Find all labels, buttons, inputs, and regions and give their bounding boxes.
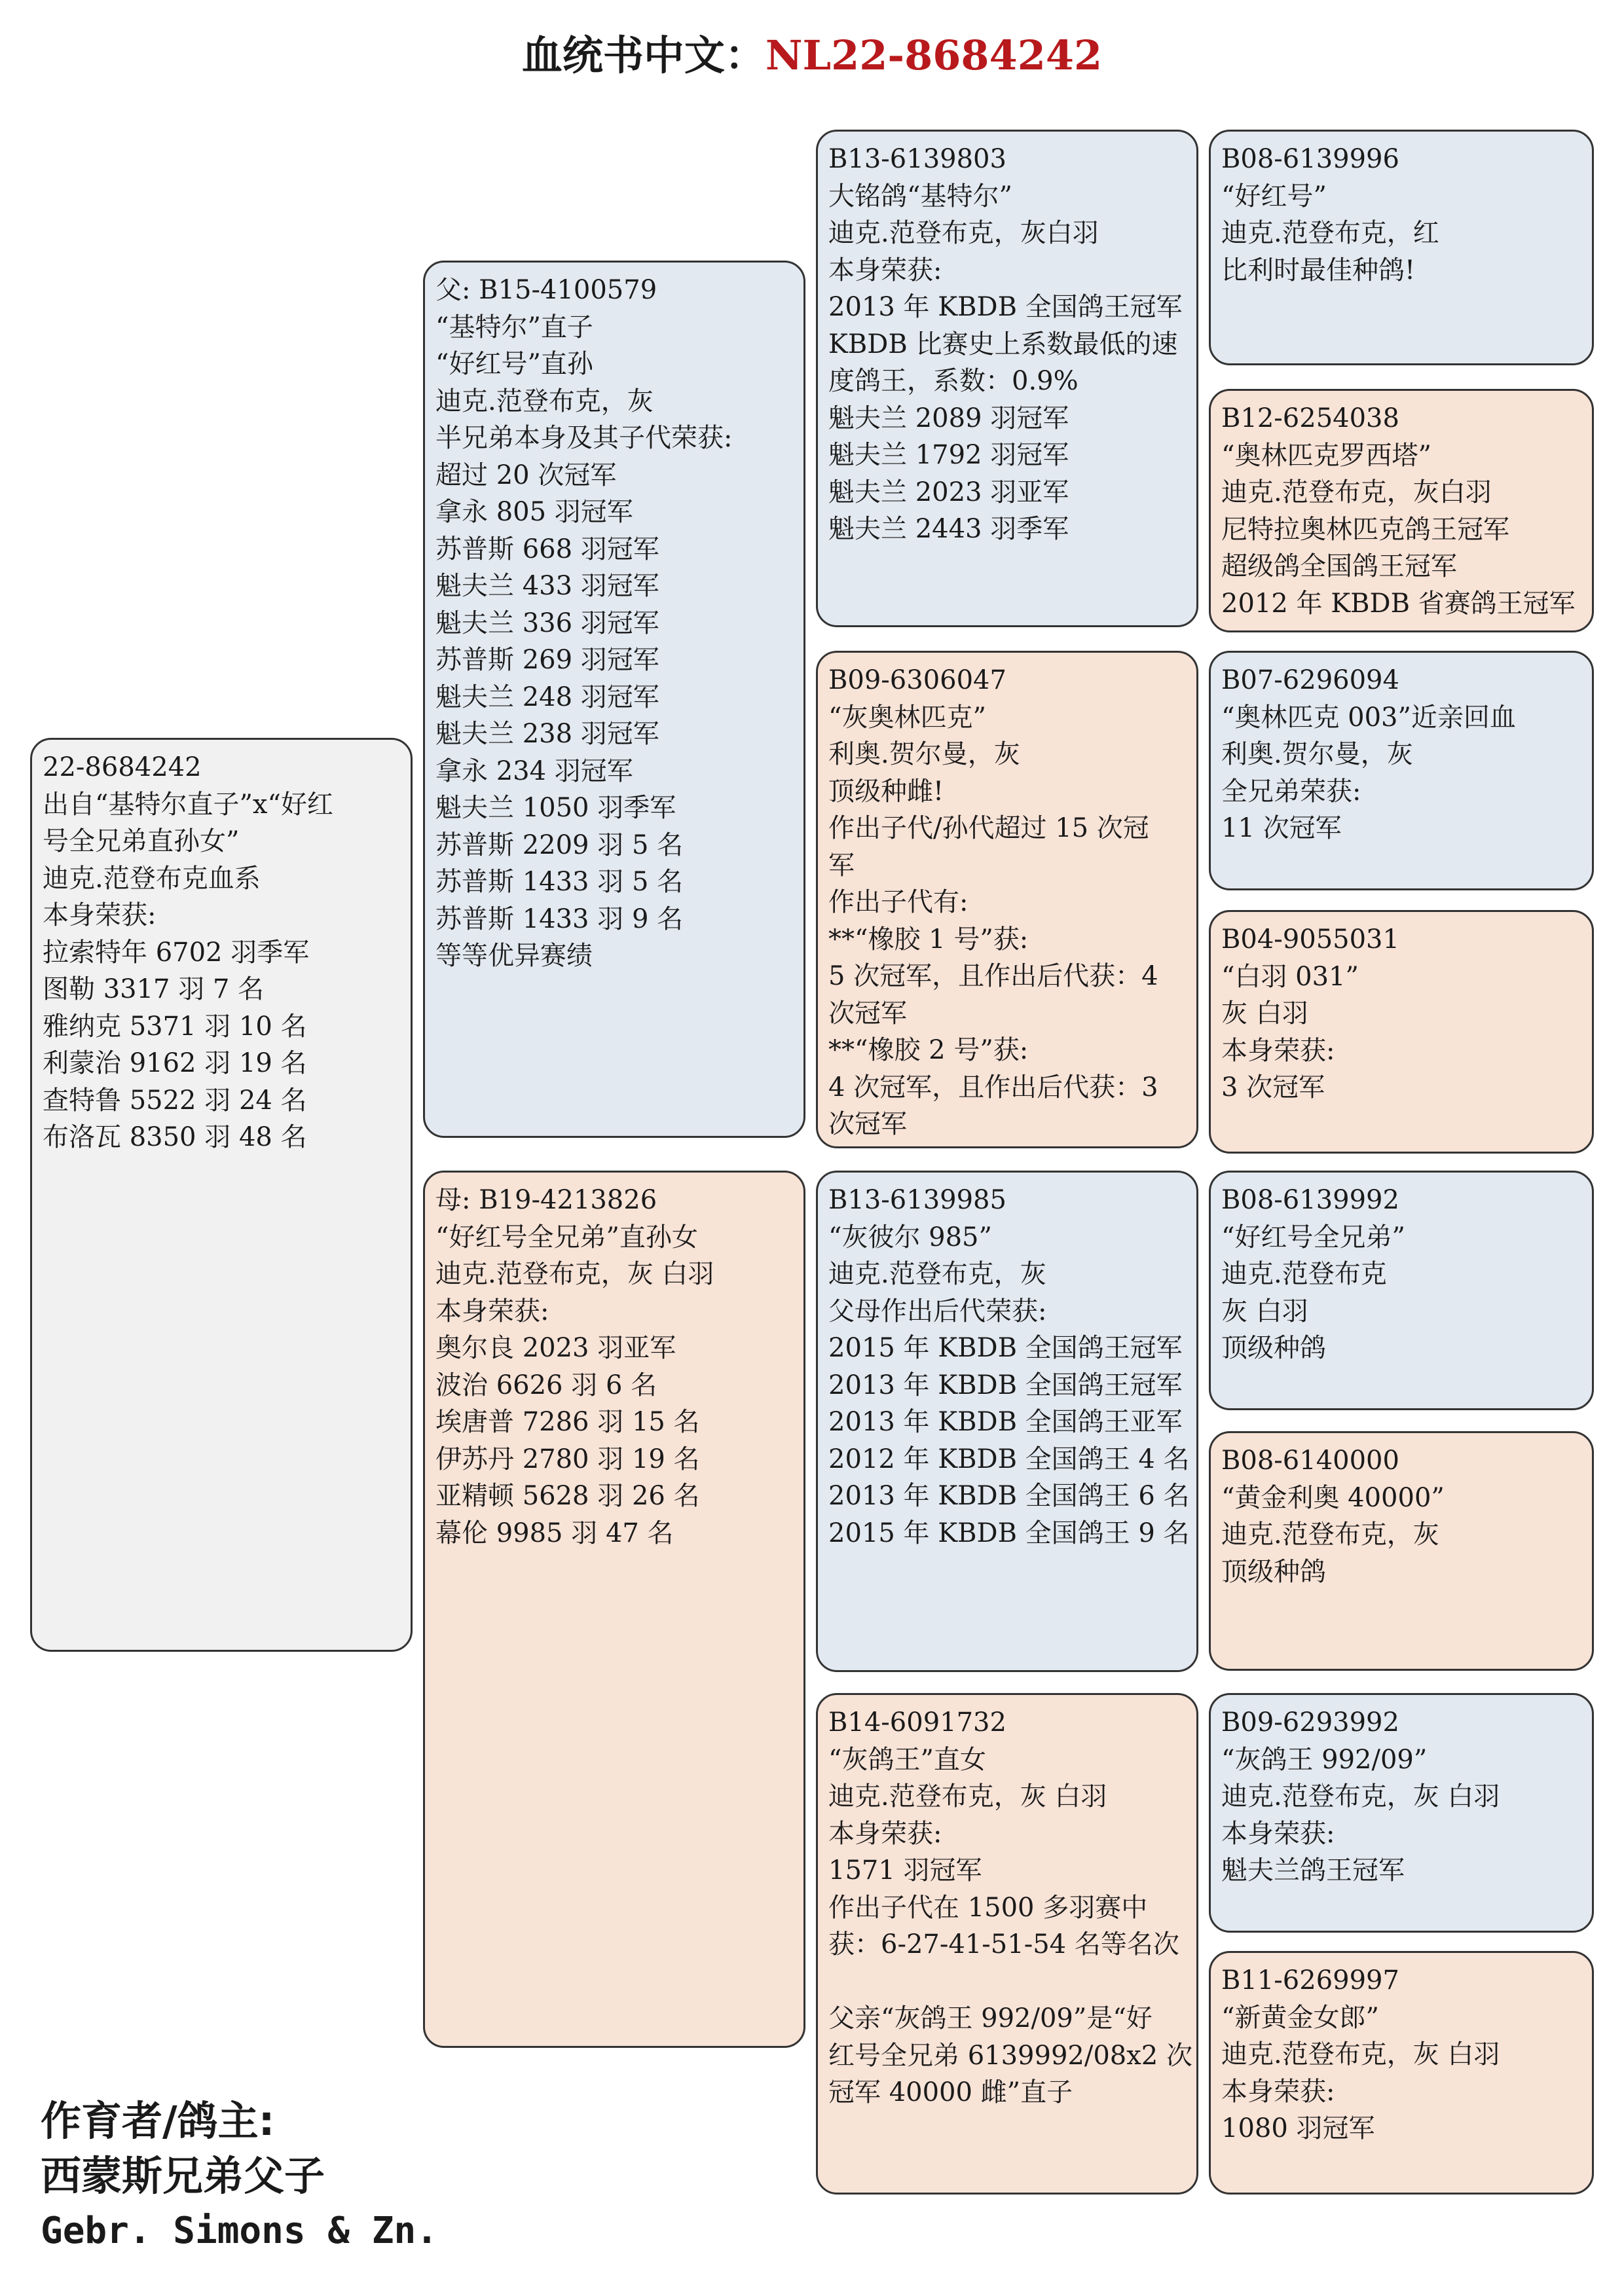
pedigree-line: B08-6139996	[1221, 144, 1399, 174]
great-grandparent-box-7	[1209, 1693, 1594, 1933]
pedigree-line: 图勒 3317 羽 7 名	[43, 974, 265, 1004]
pedigree-line: 军	[828, 850, 855, 881]
pedigree-line: 灰 白羽	[1221, 1296, 1308, 1326]
pedigree-line: “灰鸽王 992/09”	[1221, 1744, 1428, 1775]
pedigree-line: 超过 20 次冠军	[435, 460, 617, 490]
pedigree-line: 本身荣获:	[1221, 1035, 1335, 1066]
pedigree-line: 魁夫兰鸽王冠军	[1221, 1855, 1405, 1886]
pedigree-line: 魁夫兰 2443 羽季军	[828, 514, 1069, 544]
pedigree-line: 拿永 234 羽冠军	[435, 756, 633, 786]
pedigree-line: “灰奥林匹克”	[828, 702, 986, 733]
pedigree-line: 次冠军	[828, 998, 907, 1029]
pedigree-line: 魁夫兰 248 羽冠军	[435, 682, 659, 712]
pedigree-line: 本身荣获:	[43, 900, 157, 930]
pedigree-line: 半兄弟本身及其子代荣获:	[435, 423, 733, 453]
title-ring-number: NL22-8684242	[765, 31, 1103, 79]
pedigree-line: KBDB 比赛史上系数最低的速	[828, 329, 1178, 359]
pedigree-line: 2013 年 KBDB 全国鸽王冠军	[828, 292, 1183, 322]
pedigree-line: B12-6254038	[1221, 403, 1399, 433]
breeder-label: 作育者/鸽主:	[41, 2097, 275, 2145]
pedigree-line: 波治 6626 羽 6 名	[435, 1370, 657, 1400]
pedigree-line: **“橡胶 2 号”获:	[828, 1035, 1029, 1065]
pedigree-line: B08-6139992	[1221, 1185, 1399, 1215]
pedigree-line: **“橡胶 1 号”获:	[828, 924, 1029, 955]
subject-box	[30, 738, 413, 1652]
pedigree-line: 拿永 805 羽冠军	[435, 497, 633, 527]
pedigree-line: 迪克.范登布克，灰	[828, 1259, 1046, 1289]
pedigree-line: 出自“基特尔直子”x“好红	[43, 789, 333, 820]
pedigree-line: 迪克.范登布克，灰白羽	[828, 218, 1099, 248]
sire-box	[423, 261, 805, 1138]
pedigree-line: 迪克.范登布克血系	[43, 863, 261, 894]
pedigree-line: 布洛瓦 8350 羽 48 名	[43, 1122, 307, 1152]
pedigree-line: 迪克.范登布克，灰 白羽	[435, 1259, 714, 1289]
pedigree-line: 2012 年 KBDB 全国鸽王 4 名	[828, 1444, 1190, 1474]
pedigree-line: 魁夫兰 2089 羽冠军	[828, 403, 1069, 433]
pedigree-line: “灰彼尔 985”	[828, 1222, 992, 1252]
pedigree-line: 魁夫兰 336 羽冠军	[435, 608, 659, 638]
pedigree-line: “基特尔”直子	[435, 312, 593, 342]
pedigree-line: 等等优异赛绩	[435, 941, 593, 971]
pedigree-line: 本身荣获:	[435, 1296, 549, 1326]
pedigree-line: 大铭鸽“基特尔”	[828, 181, 1012, 211]
great-grandparent-box-2	[1209, 389, 1594, 632]
pedigree-line: 迪克.范登布克，灰 白羽	[1221, 1781, 1500, 1812]
pedigree-line: 迪克.范登布克	[1221, 1259, 1387, 1289]
pedigree-line: 父: B15-4100579	[435, 275, 657, 305]
pedigree-line: 顶级种雌!	[828, 776, 944, 807]
pedigree-line: 冠军 40000 雌”直子	[828, 2077, 1073, 2107]
great-grandparent-box-1	[1209, 130, 1594, 365]
pedigree-line: “白羽 031”	[1221, 961, 1359, 992]
pedigree-line: 亚精顿 5628 羽 26 名	[435, 1481, 700, 1511]
pedigree-line: 奥尔良 2023 羽亚军	[435, 1333, 676, 1363]
pedigree-line: 父母作出后代荣获:	[828, 1296, 1047, 1326]
pedigree-line: 3 次冠军	[1221, 1072, 1325, 1102]
pedigree-line: 度鸽王，系数：0.9%	[828, 366, 1079, 396]
pedigree-line: 22-8684242	[43, 752, 202, 782]
pedigree-line: 雅纳克 5371 羽 10 名	[43, 1011, 307, 1042]
pedigree-line: B07-6296094	[1221, 665, 1399, 695]
pedigree-line: 2012 年 KBDB 省赛鸽王冠军	[1221, 588, 1576, 619]
pedigree-line: “黄金利奥 40000”	[1221, 1482, 1445, 1513]
pedigree-line: 迪克.范登布克，灰	[1221, 1520, 1439, 1550]
pedigree-line: 魁夫兰 238 羽冠军	[435, 719, 659, 749]
pedigree-line: 2015 年 KBDB 全国鸽王 9 名	[828, 1518, 1190, 1548]
pedigree-line: 本身荣获:	[1221, 2076, 1335, 2107]
great-grandparent-box-5	[1209, 1171, 1594, 1410]
pedigree-line	[828, 1963, 1190, 2001]
grandparent-box-1	[816, 130, 1198, 627]
pedigree-line: 2015 年 KBDB 全国鸽王冠军	[828, 1333, 1183, 1363]
great-grandparent-box-6	[1209, 1431, 1594, 1671]
grandparent-box-4	[816, 1693, 1198, 2195]
pedigree-line: B09-6306047	[828, 665, 1006, 695]
pedigree-line: 拉索特年 6702 羽季军	[43, 937, 310, 968]
pedigree-line: 利蒙治 9162 羽 19 名	[43, 1048, 307, 1078]
pedigree-line: 迪克.范登布克，灰 白羽	[1221, 2039, 1500, 2069]
pedigree-line: 魁夫兰 1792 羽冠军	[828, 440, 1069, 470]
pedigree-line: 全兄弟荣获:	[1221, 776, 1361, 807]
pedigree-line: B11-6269997	[1221, 1965, 1399, 1995]
pedigree-line: “奥林匹克 003”近亲回血	[1221, 702, 1516, 733]
dam-box	[423, 1171, 805, 2048]
pedigree-line: 利奥.贺尔曼，灰	[828, 739, 1020, 769]
pedigree-line: “好红号全兄弟”直孙女	[435, 1222, 698, 1252]
pedigree-line: 11 次冠军	[1221, 813, 1342, 843]
pedigree-line: 顶级种鸽	[1221, 1333, 1326, 1363]
pedigree-line: 2013 年 KBDB 全国鸽王亚军	[828, 1407, 1183, 1437]
pedigree-line: 母: B19-4213826	[435, 1185, 657, 1215]
pedigree-line: 本身荣获:	[828, 1818, 942, 1849]
pedigree-line: 苏普斯 2209 羽 5 名	[435, 829, 684, 860]
pedigree-line: 本身荣获:	[1221, 1818, 1335, 1849]
pedigree-line: 查特鲁 5522 羽 24 名	[43, 1085, 307, 1116]
pedigree-line: 号全兄弟直孙女”	[43, 826, 240, 856]
pedigree-line: 魁夫兰 433 羽冠军	[435, 571, 659, 601]
pedigree-line: 超级鸽全国鸽王冠军	[1221, 551, 1457, 581]
pedigree-line: 顶级种鸽	[1221, 1556, 1326, 1587]
pedigree-line: 幕伦 9985 羽 47 名	[435, 1518, 674, 1548]
pedigree-line: “好红号”直孙	[435, 349, 593, 379]
pedigree-line: 2013 年 KBDB 全国鸽王冠军	[828, 1370, 1183, 1400]
breeder-name-en: Gebr. Simons & Zn.	[41, 2210, 438, 2252]
pedigree-line: 4 次冠军，且作出后代获：3	[828, 1072, 1158, 1102]
pedigree-line: 迪克.范登布克，灰	[435, 386, 654, 416]
pedigree-line: 魁夫兰 1050 羽季军	[435, 793, 676, 823]
pedigree-line: “新黄金女郎”	[1221, 2002, 1379, 2033]
breeder-block	[41, 2094, 438, 2259]
pedigree-line: 作出子代/孙代超过 15 次冠	[828, 813, 1149, 843]
pedigree-line: 红号全兄弟 6139992/08x2 次	[828, 2040, 1192, 2071]
pedigree-line: 1571 羽冠军	[828, 1855, 982, 1886]
pedigree-line: 迪克.范登布克，灰 白羽	[828, 1781, 1107, 1812]
pedigree-line: 尼特拉奥林匹克鸽王冠军	[1221, 514, 1509, 545]
pedigree-line: 本身荣获:	[828, 255, 942, 285]
pedigree-line: 苏普斯 269 羽冠军	[435, 645, 659, 675]
breeder-name-cn: 西蒙斯兄弟父子	[41, 2152, 325, 2200]
pedigree-line: B14-6091732	[828, 1707, 1006, 1738]
pedigree-line: 迪克.范登布克，红	[1221, 218, 1439, 248]
pedigree-line: 获：6-27-41-51-54 名等名次	[828, 1929, 1179, 1959]
pedigree-line: 苏普斯 1433 羽 5 名	[435, 867, 684, 897]
great-grandparent-box-4	[1209, 910, 1594, 1154]
pedigree-line: 苏普斯 668 羽冠军	[435, 534, 659, 564]
pedigree-line: 2013 年 KBDB 全国鸽王 6 名	[828, 1481, 1190, 1511]
pedigree-line: “灰鸽王”直女	[828, 1744, 986, 1775]
pedigree-line: 灰 白羽	[1221, 998, 1308, 1029]
pedigree-line: 埃唐普 7286 羽 15 名	[435, 1407, 700, 1437]
great-grandparent-box-8	[1209, 1951, 1594, 2195]
pedigree-line: “奥林匹克罗西塔”	[1221, 440, 1431, 471]
pedigree-line: B04-9055031	[1221, 924, 1399, 955]
pedigree-line: 魁夫兰 2023 羽亚军	[828, 477, 1069, 507]
pedigree-line: B08-6140000	[1221, 1446, 1399, 1476]
pedigree-line: 5 次冠军，且作出后代获：4	[828, 961, 1158, 991]
page-title	[0, 31, 1624, 80]
pedigree-line: 1080 羽冠军	[1221, 2113, 1375, 2143]
pedigree-line: B09-6293992	[1221, 1707, 1399, 1738]
pedigree-line: 作出子代有:	[828, 887, 969, 917]
pedigree-line: 伊苏丹 2780 羽 19 名	[435, 1444, 700, 1474]
pedigree-line: 迪克.范登布克，灰白羽	[1221, 477, 1492, 507]
pedigree-line: “好红号全兄弟”	[1221, 1222, 1405, 1252]
grandparent-box-3	[816, 1171, 1198, 1672]
pedigree-line: 比利时最佳种鸽!	[1221, 255, 1416, 285]
pedigree-line: B13-6139803	[828, 144, 1006, 174]
title-label: 血统书中文：	[521, 31, 766, 79]
grandparent-box-2	[816, 651, 1198, 1148]
pedigree-line: “好红号”	[1221, 181, 1327, 211]
pedigree-line: B13-6139985	[828, 1185, 1006, 1215]
pedigree-line: 利奥.贺尔曼，灰	[1221, 739, 1413, 769]
pedigree-line: 苏普斯 1433 羽 9 名	[435, 903, 684, 934]
great-grandparent-box-3	[1209, 651, 1594, 890]
pedigree-line: 父亲“灰鸽王 992/09”是“好	[828, 2003, 1153, 2033]
pedigree-line: 次冠军	[828, 1109, 907, 1139]
pedigree-line: 作出子代在 1500 多羽赛中	[828, 1892, 1148, 1923]
